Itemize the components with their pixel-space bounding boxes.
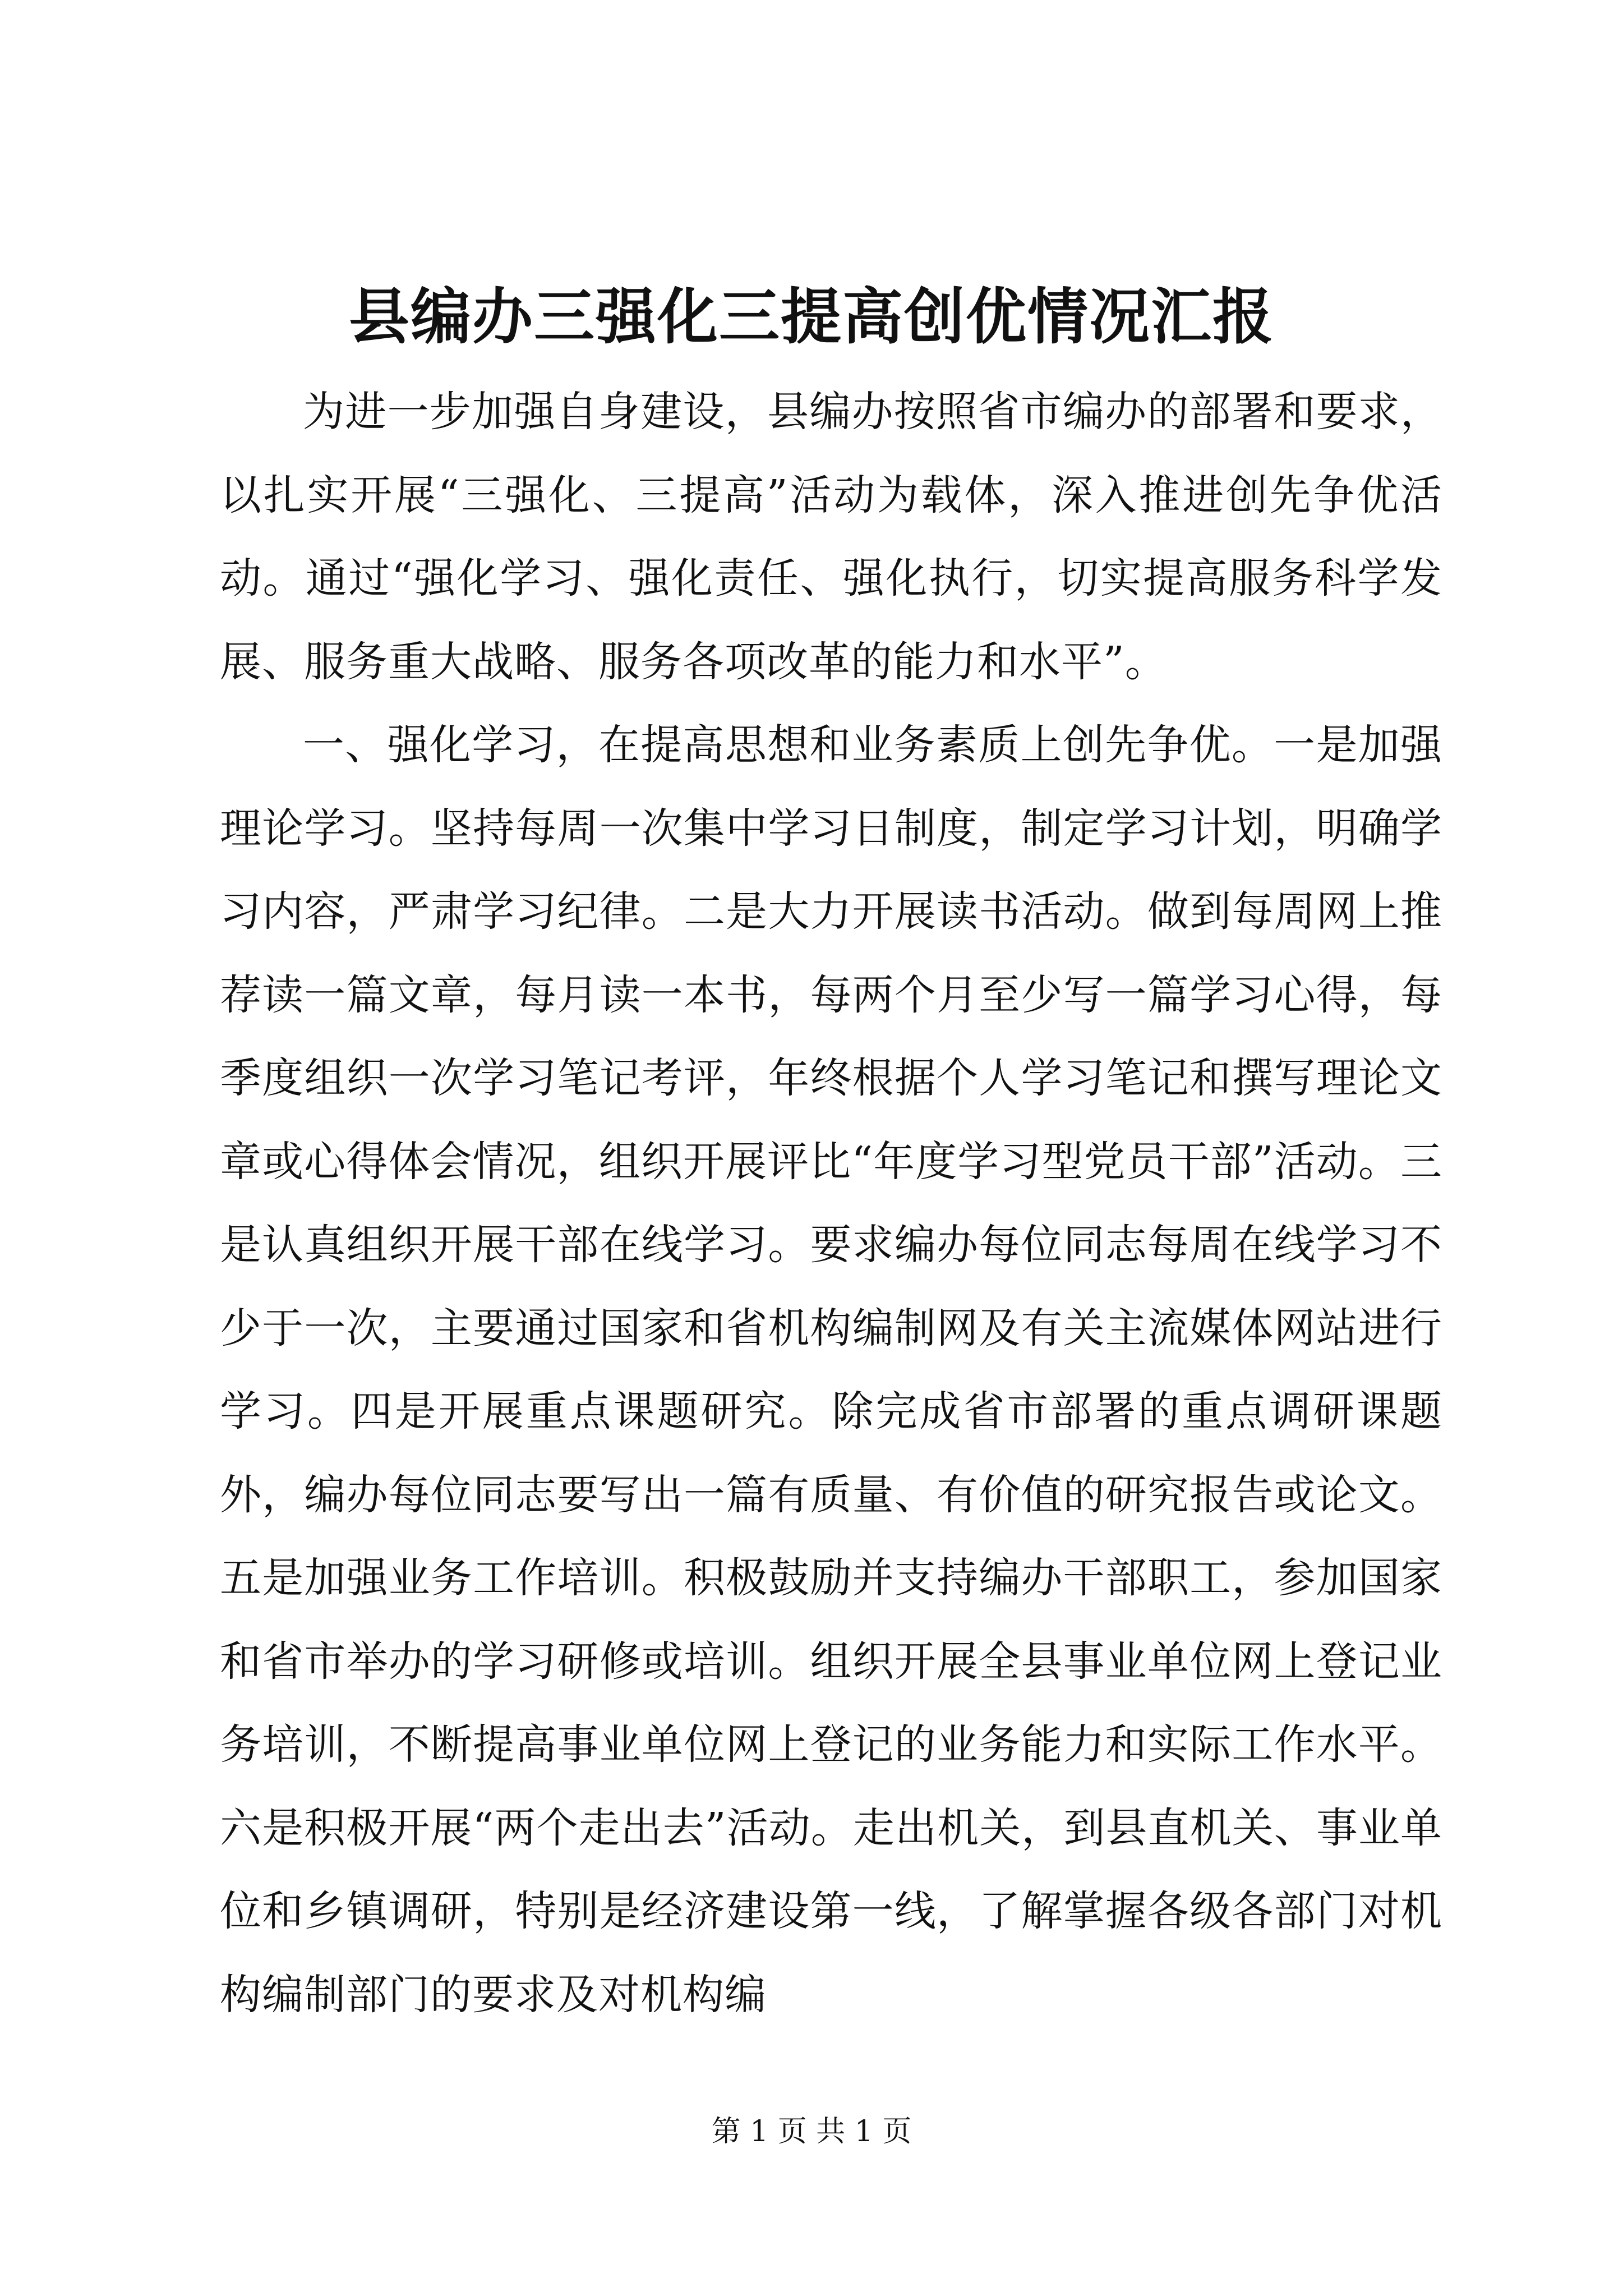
paragraph-section-1: 一、强化学习，在提高思想和业务素质上创先争优。一是加强理论学习。坚持每周一次集中学习日制度，制定学习计划，明确学习内容，严肃学习纪律。二是大力开展读书活动。做到每周网上推荐读一篇文章，每月读一本书，每两个月至少写一篇学习心得，每季度组织一次学习笔记考评，年终根据个人学习笔记和撰写理论文章或心得体会情况，组织开展评比“年度学习型党员干部”活动。三是认真组织开展干部在线学习。要求编办每位同志每周在线学习不少于一次，主要通过国家和省机构编制网及有关主流媒体网站进行学习。四是开展重点课题研究。除完成省市部署的重点调研课题外，编办每位同志要写出一篇有质量、有价值的研究报告或论文。五是加强业务工作培训。积极鼓励并支持编办干部职工，参加国家和省市举办的学习研修或培训。组织开展全县事业单位网上登记业务培训，不断提高事业单位网上登记的业务能力和实际工作水平。六是积极开展“两个走出去”活动。走出机关，到县直机关、事业单位和乡镇调研，特别是经济建设第一线，了解掌握各级各部门对机构编制部门的要求及对机构编 xyxy=(220,721,1442,2019)
paragraph-intro: 为进一步加强自身建设，县编办按照省市编办的部署和要求，以扎实开展“三强化、三提高”活动为载体，深入推进创先争优活动。通过“强化学习、强化责任、强化执行，切实提高服务科学发展、服务重大战略、服务各项改革的能力和水平”。 xyxy=(220,388,1442,686)
page-footer: 第 1 页 共 1 页 xyxy=(711,2115,912,2148)
document-body xyxy=(220,370,1442,2036)
document-title: 县编办三强化三提高创优情况汇报 xyxy=(348,282,1274,352)
